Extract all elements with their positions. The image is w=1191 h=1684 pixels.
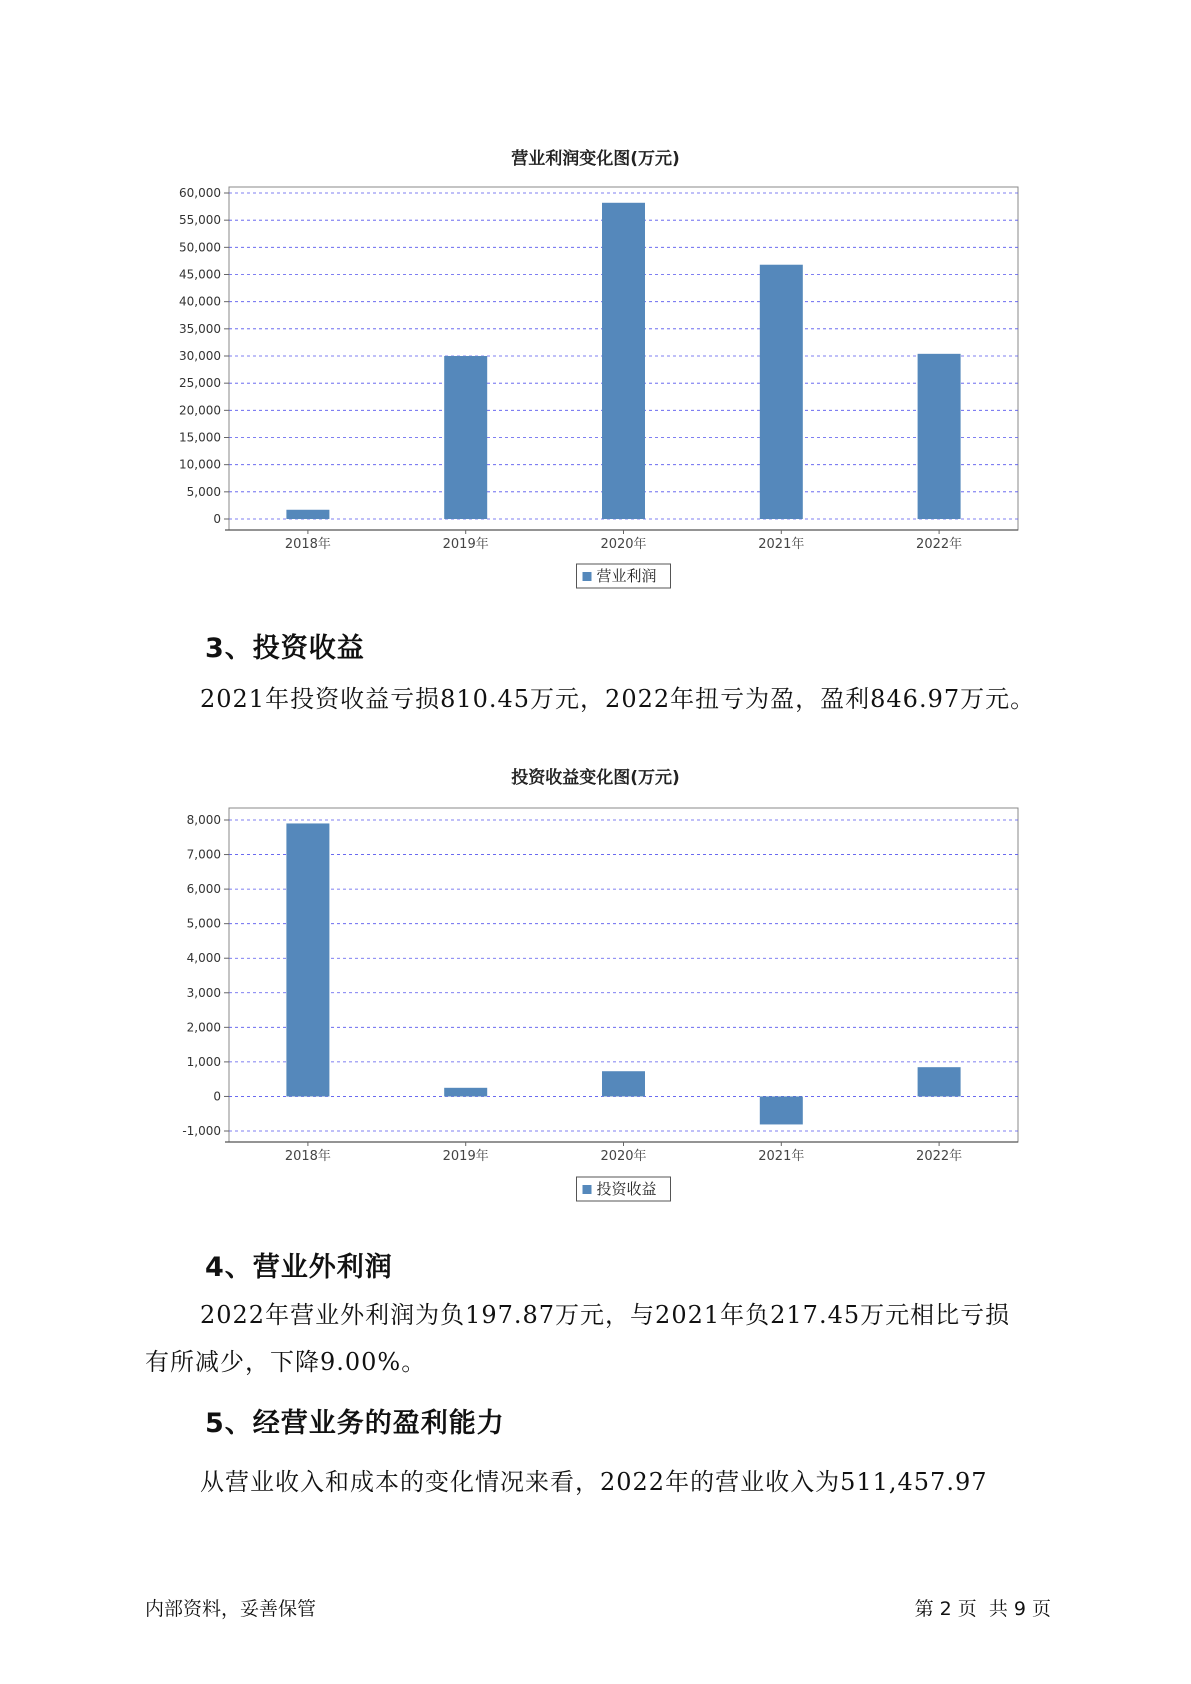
section-5-text: 从营业收入和成本的变化情况来看，2022年的营业收入为511,457.97 (200, 1468, 988, 1496)
operating-profit-chart (0, 0, 1191, 600)
legend-swatch (583, 572, 592, 581)
bar-2021年 (760, 1096, 803, 1124)
y-tick-label: 6,000 (186, 882, 221, 897)
chart2-title: 投资收益变化图(万元) (511, 768, 680, 788)
legend-swatch (583, 1185, 592, 1194)
bar-2020年 (602, 203, 645, 519)
y-tick-label: 20,000 (179, 403, 221, 418)
y-tick-label: 4,000 (186, 951, 221, 966)
section-5-heading: 5、经营业务的盈利能力 (205, 1408, 505, 1439)
y-tick-label: 45,000 (179, 267, 221, 282)
bar-2018年 (286, 510, 329, 519)
y-tick-label: 50,000 (179, 240, 221, 255)
bar-2018年 (286, 823, 329, 1096)
y-tick-label: 60,000 (179, 186, 221, 200)
bar-2021年 (760, 265, 803, 519)
x-tick-label: 2019年 (442, 537, 489, 552)
section-4-line2: 有所减少，下降9.00%。 (145, 1348, 427, 1376)
y-tick-label: 40,000 (179, 294, 221, 309)
footer-page-number: 第 2 页 共 9 页 (914, 1598, 1051, 1620)
y-tick-label: -1,000 (182, 1124, 221, 1138)
x-tick-label: 2019年 (442, 1149, 489, 1164)
bar-2019年 (444, 356, 487, 519)
section-3-heading: 3、投资收益 (205, 633, 365, 664)
y-tick-label: 8,000 (186, 813, 221, 827)
legend-label: 投资收益 (596, 1180, 657, 1198)
y-tick-label: 0 (213, 512, 221, 526)
x-tick-label: 2021年 (758, 537, 805, 552)
x-tick-label: 2018年 (284, 1149, 331, 1164)
section-3-text: 2021年投资收益亏损810.45万元，2022年扭亏为盈，盈利846.97万元。 (200, 685, 1036, 713)
section-4-line1: 2022年营业外利润为负197.87万元，与2021年负217.45万元相比亏损 (200, 1301, 1011, 1329)
y-tick-label: 25,000 (179, 376, 221, 391)
bar-2020年 (602, 1071, 645, 1096)
y-tick-label: 3,000 (186, 985, 221, 1000)
y-tick-label: 15,000 (179, 430, 221, 445)
x-tick-label: 2022年 (916, 537, 963, 552)
x-tick-label: 2020年 (600, 1149, 647, 1164)
y-tick-label: 35,000 (179, 321, 221, 336)
chart1-title: 营业利润变化图(万元) (511, 149, 680, 169)
x-tick-label: 2021年 (758, 1149, 805, 1164)
x-tick-label: 2020年 (600, 537, 647, 552)
y-tick-label: 0 (213, 1089, 221, 1104)
bar-2022年 (918, 1067, 961, 1096)
footer-confidential: 内部资料，妥善保管 (145, 1598, 317, 1620)
bar-2022年 (918, 354, 961, 519)
investment-income-chart (0, 780, 1191, 1220)
y-tick-label: 5,000 (186, 916, 221, 931)
y-tick-label: 10,000 (179, 457, 221, 472)
x-tick-label: 2018年 (284, 537, 331, 552)
x-tick-label: 2022年 (916, 1149, 963, 1164)
y-tick-label: 2,000 (186, 1020, 221, 1035)
y-tick-label: 1,000 (186, 1054, 221, 1069)
y-tick-label: 55,000 (179, 213, 221, 228)
section-4-heading: 4、营业外利润 (205, 1252, 393, 1283)
y-tick-label: 7,000 (186, 847, 221, 862)
legend-label: 营业利润 (596, 567, 657, 585)
y-tick-label: 30,000 (179, 349, 221, 363)
y-tick-label: 5,000 (186, 484, 221, 499)
bar-2019年 (444, 1088, 487, 1097)
